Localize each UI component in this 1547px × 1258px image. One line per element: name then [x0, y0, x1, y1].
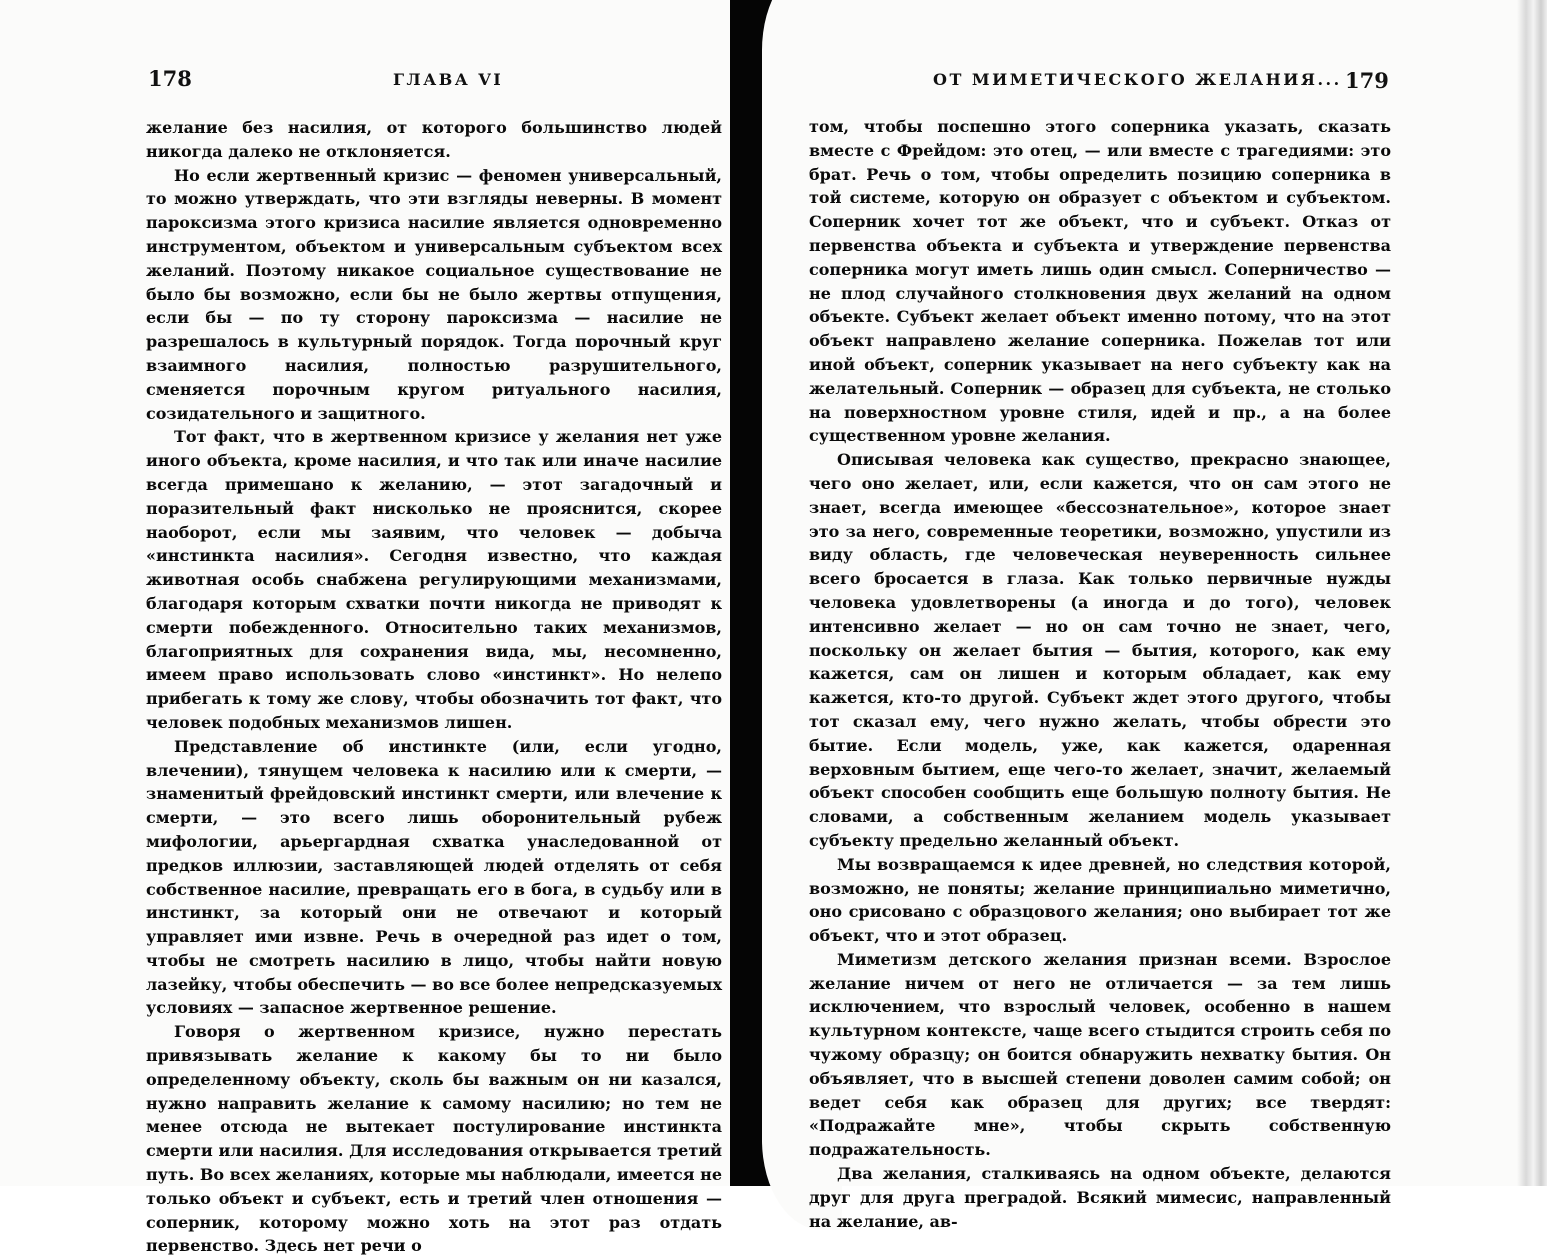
- right-paragraph-5: Два желания, сталкиваясь на одном объекте, делаются друг для друга преградой. Всякий мимесис, направленный на желание, ав-: [809, 1164, 1391, 1231]
- right-paragraph-4: Миметизм детского желания признан всеми. Взрослое желание ничем от него не отличается — за тем лишь исключением, что взрослый человек, особенно в нашем культурном контексте, чаще всего стыдится строить себя по чужому образцу; он боится обнаружить нехватку бытия. Он объявляет, что в высшей степени доволен самим собой; он ведет себя как образец для других; все твердят: «Подражайте мне», чтобы скрыть собственную подражательность.: [809, 949, 1391, 1160]
- right-paragraph-1: том, чтобы поспешно этого соперника указать, сказать вместе с Фрейдом: это отец, — или вместе с трагедиями: это брат. Речь о том, чтобы определить позицию соперника в той системе, которую он образует с объектом и субъектом. Соперник хочет тот же объект, что и субъект. Отказ от первенства объекта и субъекта и утверждение первенства соперника могут иметь лишь один смысл. Соперничество — не плод случайного столкновения двух желаний на одном объекте. Субъект желает объект именно потому, что на этот объект направлено желание соперника. Пожелав тот или иной объект, соперник указывает на него субъекту как на желательный. Соперник — образец для субъекта, не столько на поверхностном уровне стиля, идей и пр., а на более существенном уровне желания.: [809, 117, 1391, 446]
- left-paragraph-1: желание без насилия, от которого большинство людей никогда далеко не отклоняется.: [146, 118, 722, 161]
- right-page: [790, 0, 1520, 1231]
- left-running-head: ГЛАВА VI: [393, 70, 504, 89]
- left-page: [0, 0, 730, 1256]
- left-paragraph-4: Представление об инстинкте (или, если угодно, влечении), тянущем человека к насилию или к смерти, — знаменитый фрейдовский инстинкт смерти, или влечение к смерти, — это всего лишь оборонительный рубеж мифологии, арьергардная схватка унаследованной от предков иллюзии, заставляющей людей отделять от себя собственное насилие, превращать его в бога, в судьбу или в инстинкт, за который они не отвечают и который управляет ими извне. Речь в очередной раз идет о том, чтобы не смотреть насилию в лицо, чтобы найти новую лазейку, чтобы обеспечить — во все более непредсказуемых условиях — запасное жертвенное решение.: [146, 736, 722, 1018]
- right-page-number: 179: [1345, 68, 1389, 93]
- right-running-head: ОТ МИМЕТИЧЕСКОГО ЖЕЛАНИЯ...: [933, 70, 1342, 89]
- right-paragraph-2: Описывая человека как существо, прекрасно знающее, чего оно желает, или, если кажется, что он сам этого не знает, всегда имеющее «бессознательное», которое знает это за него, современные теоретики, возможно, упустили из виду область, где человеческая неуверенность сильнее всего бросается в глаза. Как только первичные нужды человека удовлетворены (а иногда и до того), человек интенсивно желает — но он сам точно не знает, чего, поскольку он желает бытия — бытия, которого, как ему кажется, сам он лишен и которым обладает, как ему кажется, кто-то другой. Субъект ждет этого другого, чтобы тот сказал ему, чего нужно желать, чтобы обрести это бытие. Если модель, уже, как кажется, одаренная верховным бытием, еще чего-то желает, значит, желаемый объект способен сообщить еще большую полноту бытия. Не словами, а собственным желанием модель указывает субъекту предельно желанный объект.: [809, 450, 1391, 850]
- left-paragraph-2: Но если жертвенный кризис — феномен универсальный, то можно утверждать, что эти взгляды неверны. В момент пароксизма этого кризиса насилие является одновременно инструментом, объектом и универсальным субъектом всех желаний. Поэтому никакое социальное существование не было бы возможно, если бы не было жертвы отпущения, если бы — по ту сторону пароксизма — насилие не разрешалось в культурный порядок. Тогда порочный круг взаимного насилия, полностью разрушительного, сменяется порочным кругом ритуального насилия, созидательного и защитного.: [146, 165, 722, 423]
- left-paragraph-3: Тот факт, что в жертвенном кризисе у желания нет уже иного объекта, кроме насилия, и что так или иначе насилие всегда примешано к желанию, — этот загадочный и поразительный факт нисколько не прояснится, скорее наоборот, если мы заявим, что человек — добыча «инстинкта насилия». Сегодня известно, что каждая животная особь снабжена регулирующими механизмами, благодаря которым схватки почти никогда не приводят к смерти побежденного. Относительно таких механизмов, благоприятных для сохранения вида, мы, несомненно, имеем право использовать слово «инстинкт». Но нелепо прибегать к тому же слову, чтобы обозначить тот факт, что человек подобных механизмов лишен.: [146, 427, 722, 732]
- left-page-number: 178: [148, 66, 192, 91]
- left-page-body: [146, 116, 722, 1258]
- right-page-body: [809, 115, 1391, 1233]
- right-paragraph-3: Мы возвращаемся к идее древней, но следствия которой, возможно, не поняты; желание принципиально миметично, оно срисовано с образцового желания; оно выбирает тот же объект, что и этот образец.: [809, 854, 1391, 946]
- page-edges: [1517, 0, 1547, 1186]
- left-paragraph-5: Говоря о жертвенном кризисе, нужно перестать привязывать желание к какому бы то ни было определенному объекту, сколь бы важным он ни казался, нужно направить желание к самому насилию; но тем не менее отсюда не вытекает постулирование инстинкта смерти или насилия. Для исследования открывается третий путь. Во всех желаниях, которые мы наблюдали, имеется не только объект и субъект, есть и третий член отношения — соперник, которому можно хоть на этот раз отдать первенство. Здесь нет речи о: [146, 1022, 722, 1256]
